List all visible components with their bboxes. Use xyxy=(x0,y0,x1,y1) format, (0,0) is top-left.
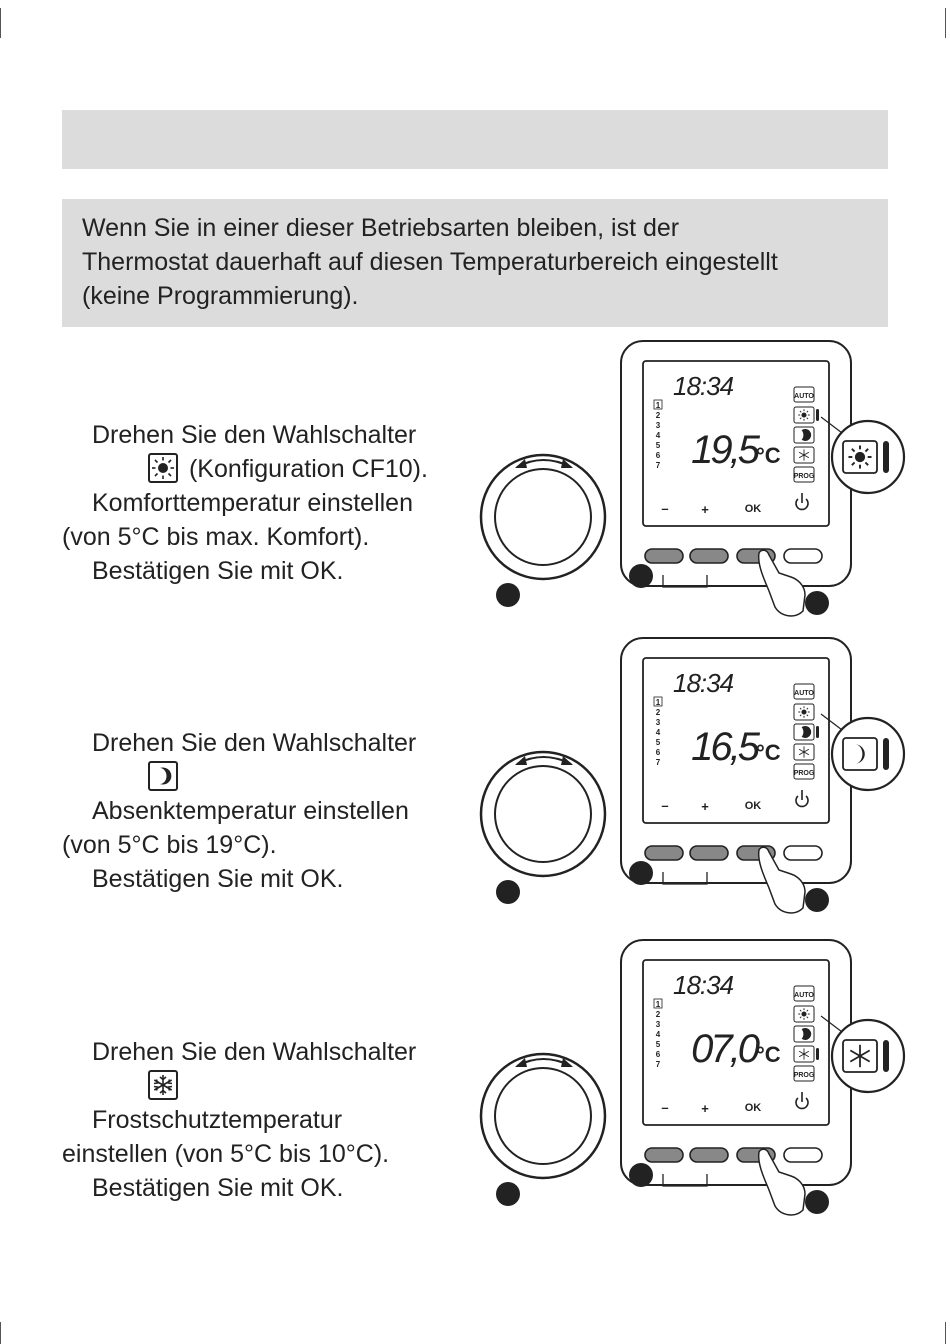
info-line: Wenn Sie in einer dieser Betriebsarten bleiben, ist der xyxy=(82,214,680,242)
info-box xyxy=(62,199,888,327)
minus-label: – xyxy=(661,798,669,813)
ok-label: OK xyxy=(744,1102,762,1114)
step-text: einstellen (von 5°C bis 10°C). xyxy=(62,1140,390,1168)
plus-label: + xyxy=(701,502,709,517)
day-number: 2 xyxy=(655,708,661,717)
temperature-unit: °C xyxy=(756,443,781,468)
prog-label: PROG xyxy=(793,1072,815,1079)
moon-icon xyxy=(148,761,178,791)
day-number: 2 xyxy=(655,1010,661,1019)
auto-label: AUTO xyxy=(794,393,814,400)
step-comfort xyxy=(62,418,482,588)
sun-icon xyxy=(798,409,810,421)
time-display: 18:34 xyxy=(673,371,734,401)
day-number: 3 xyxy=(655,1020,661,1029)
day-number: 5 xyxy=(655,738,661,747)
time-display: 18:34 xyxy=(673,970,734,1000)
temperature-unit: °C xyxy=(756,740,781,765)
day-number: 6 xyxy=(655,1050,661,1059)
minus-label: – xyxy=(661,1100,669,1115)
auto-label: AUTO xyxy=(794,690,814,697)
crop-mark xyxy=(945,1322,946,1344)
step-marker xyxy=(629,1163,653,1187)
active-mode-indicator xyxy=(816,726,819,738)
step-text-with-icon xyxy=(62,760,482,794)
step-reduced xyxy=(62,726,482,896)
sun-core xyxy=(855,452,865,462)
step-text: Drehen Sie den Wahlschalter xyxy=(92,421,417,449)
step-marker xyxy=(805,591,829,615)
day-number: 6 xyxy=(655,748,661,757)
zoom-mode-box xyxy=(843,738,877,770)
thermostat-diagram xyxy=(475,934,915,1224)
plus-button xyxy=(690,549,728,563)
dial-knob xyxy=(495,766,591,862)
day-number: 7 xyxy=(655,1060,661,1069)
thermostat-diagram xyxy=(475,335,915,625)
step-text-with-icon: (Konfiguration CF10). xyxy=(62,452,482,486)
day-number: 5 xyxy=(655,441,661,450)
step-text: Drehen Sie den Wahlschalter xyxy=(92,1038,417,1066)
step-marker xyxy=(805,888,829,912)
step-marker xyxy=(496,583,520,607)
section-header-bar xyxy=(62,110,888,169)
day-number: 4 xyxy=(655,1030,661,1039)
sun-core xyxy=(801,709,806,714)
plus-label: + xyxy=(701,1101,709,1116)
temperature-display: 16,5 xyxy=(691,725,757,769)
day-number: 4 xyxy=(655,728,661,737)
sun-core xyxy=(801,1011,806,1016)
step-marker xyxy=(629,861,653,885)
snowflake-icon xyxy=(148,1070,178,1100)
plus-button xyxy=(690,1148,728,1162)
zoom-active-indicator xyxy=(883,1040,889,1072)
day-number: 1 xyxy=(655,1000,661,1009)
sun-core xyxy=(801,412,806,417)
info-line: (keine Programmierung). xyxy=(82,282,359,310)
step-text: Bestätigen Sie mit OK. xyxy=(92,557,344,585)
day-number: 1 xyxy=(655,401,661,410)
zoom-active-indicator xyxy=(883,738,889,770)
plus-button xyxy=(690,846,728,860)
day-number: 2 xyxy=(655,411,661,420)
temperature-display: 07,0 xyxy=(691,1027,757,1071)
thermostat-figure-frost xyxy=(475,934,915,1224)
crop-mark xyxy=(0,1322,1,1344)
step-text: Absenktemperatur einstellen xyxy=(92,797,409,825)
sun-icon xyxy=(848,445,871,468)
day-number: 7 xyxy=(655,461,661,470)
dial-knob xyxy=(495,1068,591,1164)
day-number: 6 xyxy=(655,451,661,460)
step-marker xyxy=(629,564,653,588)
thermostat-diagram xyxy=(475,632,915,922)
minus-button xyxy=(645,549,683,563)
power-button xyxy=(784,1148,822,1162)
power-button xyxy=(784,549,822,563)
power-button xyxy=(784,846,822,860)
step-text: Komforttemperatur einstellen xyxy=(92,489,413,517)
temperature-unit: °C xyxy=(756,1042,781,1067)
sun-icon xyxy=(148,453,178,483)
prog-label: PROG xyxy=(793,770,815,777)
temperature-display: 19,5 xyxy=(691,428,757,472)
step-marker xyxy=(805,1190,829,1214)
day-number: 4 xyxy=(655,431,661,440)
sun-icon xyxy=(798,1008,810,1020)
day-number: 3 xyxy=(655,421,661,430)
day-number: 3 xyxy=(655,718,661,727)
step-text: Bestätigen Sie mit OK. xyxy=(92,865,344,893)
step-text-with-icon xyxy=(62,1069,482,1103)
step-text: (von 5°C bis max. Komfort). xyxy=(62,523,370,551)
step-frost xyxy=(62,1035,482,1205)
day-number: 1 xyxy=(655,698,661,707)
dial-knob xyxy=(495,469,591,565)
active-mode-indicator xyxy=(816,409,819,421)
thermostat-figure-comfort xyxy=(475,335,915,625)
zoom-active-indicator xyxy=(883,441,889,473)
step-text: Frostschutztemperatur xyxy=(92,1106,343,1134)
info-line: Thermostat dauerhaft auf diesen Temperaturbereich eingestellt xyxy=(82,248,778,276)
step-marker xyxy=(496,1182,520,1206)
crop-mark xyxy=(0,8,1,38)
crop-mark xyxy=(945,8,946,38)
auto-label: AUTO xyxy=(794,992,814,999)
step-text: Drehen Sie den Wahlschalter xyxy=(92,729,417,757)
time-display: 18:34 xyxy=(673,668,734,698)
step-text: (von 5°C bis 19°C). xyxy=(62,831,277,859)
ok-label: OK xyxy=(744,800,762,812)
minus-label: – xyxy=(661,501,669,516)
minus-button xyxy=(645,1148,683,1162)
day-number: 5 xyxy=(655,1040,661,1049)
prog-label: PROG xyxy=(793,473,815,480)
step-marker xyxy=(496,880,520,904)
active-mode-indicator xyxy=(816,1048,819,1060)
minus-button xyxy=(645,846,683,860)
plus-label: + xyxy=(701,799,709,814)
step-text: Bestätigen Sie mit OK. xyxy=(92,1174,344,1202)
thermostat-figure-reduced xyxy=(475,632,915,922)
ok-label: OK xyxy=(744,503,762,515)
day-number: 7 xyxy=(655,758,661,767)
sun-icon xyxy=(798,706,810,718)
